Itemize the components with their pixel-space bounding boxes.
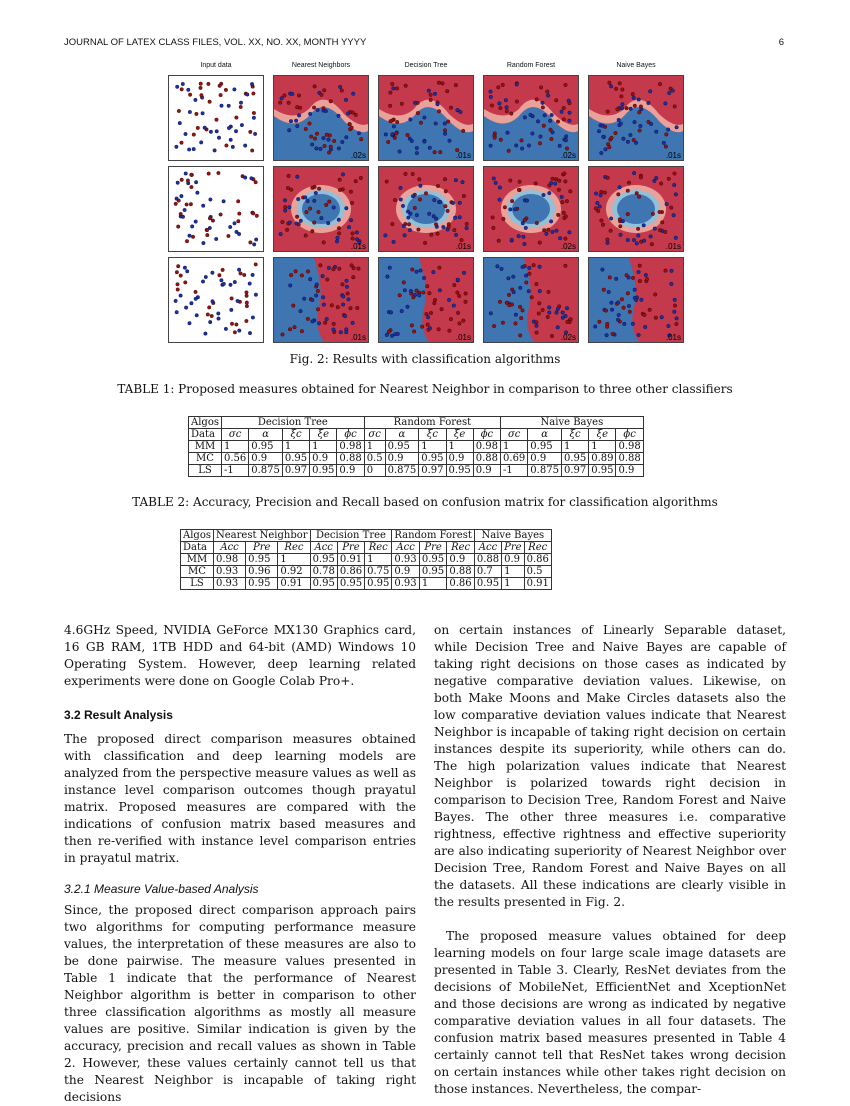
table-cell: 0.88 <box>447 566 475 578</box>
table-cell: 0.95 <box>589 465 616 477</box>
table2-group-header: Nearest Neighbor <box>213 530 310 542</box>
table-cell: 0.9 <box>385 453 419 465</box>
table-cell: 0.95 <box>310 554 337 566</box>
table-cell: 1 <box>419 578 447 590</box>
page-header <box>64 37 784 51</box>
plot-panel <box>378 257 474 343</box>
table-cell: 0.86 <box>337 566 364 578</box>
table-cell: 0.875 <box>528 465 562 477</box>
table-cell: 0.5 <box>524 566 551 578</box>
table-cell: 0.93 <box>213 566 245 578</box>
table2-caption: TABLE 2: Accuracy, Precision and Recall based on confusion matrix for classification algorithms <box>132 495 718 509</box>
paragraph: The proposed measure values obtained for deep learning models on four large scale image datasets are presented in Table 3. Clearly, ResNet deviates from the decisions of MobileNet, EfficientNet and XceptionNet and those decisions are wrong as indicated by negative comparative deviation values in all four datasets. The confusion matrix based measures presented in Table 4 certainly cannot tell that ResNet takes wrong decision on certain instances while other takes right decision on those instances. Nevertheless, the compar- <box>434 929 786 1096</box>
col-title-dtree: Decision Tree <box>404 62 448 69</box>
table1-group-header: Decision Tree <box>221 417 364 429</box>
column-subheader: ϕc <box>337 429 364 441</box>
table-cell: 0.92 <box>278 566 310 578</box>
plot-panel <box>483 257 579 343</box>
column-subheader: ξe <box>589 429 616 441</box>
plot-panel <box>273 166 369 252</box>
table-cell: 0.9 <box>446 453 473 465</box>
table-cell: 0 <box>364 465 385 477</box>
right-column <box>434 622 786 1098</box>
column-subheader: Pre <box>246 542 278 554</box>
plot-panel <box>168 75 264 161</box>
row-label: LS <box>189 465 222 477</box>
table-cell: 0.91 <box>337 554 364 566</box>
plot-panel <box>588 257 684 343</box>
column-subheader: ξc <box>282 429 309 441</box>
table-cell: 0.9 <box>447 554 475 566</box>
table-cell: 0.88 <box>337 453 364 465</box>
timing-label: .01s <box>350 242 366 251</box>
table-row <box>181 554 552 566</box>
row-label: MC <box>189 453 222 465</box>
column-subheader: Pre <box>419 542 447 554</box>
column-subheader: Rec <box>278 542 310 554</box>
table-cell: 1 <box>501 441 528 453</box>
column-subheader: Rec <box>365 542 392 554</box>
table-cell: 0.95 <box>419 453 446 465</box>
plot-panel <box>273 75 369 161</box>
table-cell: 0.91 <box>278 578 310 590</box>
table-cell: 0.875 <box>385 465 419 477</box>
plot-panel <box>483 166 579 252</box>
table-cell: 0.93 <box>392 578 420 590</box>
column-subheader: ξe <box>310 429 337 441</box>
col-title-nbayes: Naive Bayes <box>616 62 656 69</box>
row-label: MM <box>189 441 222 453</box>
table-cell: 0.9 <box>473 465 500 477</box>
table-cell: 0.86 <box>447 578 475 590</box>
table-cell: 1 <box>221 441 248 453</box>
column-subheader: Acc <box>392 542 420 554</box>
table-cell: 0.95 <box>310 578 337 590</box>
table1 <box>188 416 644 477</box>
table-cell: 0.9 <box>337 465 364 477</box>
table-cell: 0.93 <box>213 578 245 590</box>
column-subheader: ξc <box>419 429 446 441</box>
table-cell: 0.88 <box>616 453 643 465</box>
table1-group-header: Naive Bayes <box>501 417 644 429</box>
table-cell: 0.97 <box>561 465 588 477</box>
table-cell: 0.9 <box>392 566 420 578</box>
plot-panel <box>273 257 369 343</box>
table1-corner: Algos <box>189 417 222 429</box>
column-subheader: σc <box>501 429 528 441</box>
table-cell: 0.93 <box>392 554 420 566</box>
table-cell: -1 <box>221 465 248 477</box>
plot-panel <box>378 166 474 252</box>
column-subheader: σc <box>364 429 385 441</box>
timing-label: .01s <box>350 333 366 342</box>
table-row <box>189 465 644 477</box>
table-cell: 0.95 <box>446 465 473 477</box>
column-subheader: α <box>528 429 562 441</box>
table-cell: 0.9 <box>528 453 562 465</box>
col-title-input: Input data <box>200 62 232 69</box>
table-cell: 0.69 <box>501 453 528 465</box>
table1-group-header: Random Forest <box>364 417 500 429</box>
table-row <box>181 578 552 590</box>
col-title-knn: Nearest Neighbors <box>291 62 351 69</box>
table-cell: 0.9 <box>616 465 643 477</box>
table-cell: 1 <box>282 441 309 453</box>
table2 <box>180 529 552 590</box>
table-cell: 0.98 <box>337 441 364 453</box>
table-cell: 1 <box>419 441 446 453</box>
plot-panel <box>588 75 684 161</box>
timing-label: .02s <box>560 151 576 160</box>
column-subheader: ξc <box>561 429 588 441</box>
column-subheader: Acc <box>310 542 337 554</box>
table-cell: 0.95 <box>365 578 392 590</box>
timing-label: .02s <box>350 151 366 160</box>
table-cell: 0.95 <box>310 465 337 477</box>
col-title-rforest: Random Forest <box>506 62 556 69</box>
column-subheader: Acc <box>213 542 245 554</box>
table-cell: 0.95 <box>385 441 419 453</box>
table-cell: 0.95 <box>246 578 278 590</box>
paragraph: 4.6GHz Speed, NVIDIA GeForce MX130 Graphics card, 16 GB RAM, 1TB HDD and 64-bit (AMD) Windows 10 Operating System. However, deep learning related experiments were done on Google Colab Pro+. <box>64 623 416 688</box>
table-cell: 0.9 <box>502 554 524 566</box>
table-cell: 0.98 <box>473 441 500 453</box>
table-cell: 0.96 <box>246 566 278 578</box>
table-cell: 1 <box>310 441 337 453</box>
table-cell: 0.95 <box>246 554 278 566</box>
table-cell: 0.78 <box>310 566 337 578</box>
table-cell: 0.88 <box>474 554 501 566</box>
table-cell: 1 <box>365 554 392 566</box>
paragraph: The proposed direct comparison measures obtained with classification and deep learning models are analyzed from the perspective measure values as well as instance level comparison outcomes though prayatul matrix. Proposed measures are compared with the indications of confusion matrix based measures and then re-verified with instance level comparison entries in prayatul matrix. <box>64 732 416 865</box>
paragraph: Since, the proposed direct comparison approach pairs two algorithms for computing performance measure values, the interpretation of these measures are also to be done pairwise. The measure values presented in Table 1 indicate that the performance of Nearest Neighbor algorithm is better in comparison to other three classification algorithms as mostly all measure values are positive. Similar indication is given by the accuracy, precision and recall values as shown in Table 2. However, these values certainly cannot tell us that the Nearest Neighbor is incapable of taking right decisions <box>64 903 416 1104</box>
plot-panel <box>483 75 579 161</box>
table-cell: 0.75 <box>365 566 392 578</box>
column-subheader: Acc <box>474 542 501 554</box>
row-label: LS <box>181 578 214 590</box>
table-cell: 0.97 <box>419 465 446 477</box>
table-cell: 0.9 <box>249 453 283 465</box>
subsection-heading: 3.2.1 Measure Value-based Analysis <box>64 882 259 896</box>
table-cell: 0.95 <box>249 441 283 453</box>
paragraph: on certain instances of Linearly Separable dataset, while Decision Tree and Naive Bayes are capable of taking right decisions on those cases as indicated by negative comparative deviation values. Likewise, on both Make Moons and Make Circles datasets also the low comparative deviation values indicate that Nearest Neighbor is incapable of taking right decision on certain instances despite its superiority, while others can do. The high polarization values indicate that Nearest Neighbor is polarized towards right decision in comparison to Decision Tree, Random Forest and Naive Bayes. The other three measures i.e. comparative rightness, effective rightness and effective superiority are also indicating superiority of Nearest Neighbor over Decision Tree, Random Forest and Naive Bayes on all the datasets. All these indications are clearly visible in the results presented in Fig. 2. <box>434 623 786 909</box>
timing-label: .01s <box>665 242 681 251</box>
table-cell: 1 <box>278 554 310 566</box>
table-cell: 0.86 <box>524 554 551 566</box>
timing-label: .01s <box>665 333 681 342</box>
table-row <box>181 566 552 578</box>
timing-label: .01s <box>455 242 471 251</box>
table-cell: 1 <box>446 441 473 453</box>
table-cell: 1 <box>589 441 616 453</box>
table-cell: 0.95 <box>337 578 364 590</box>
table-cell: -1 <box>501 465 528 477</box>
table-cell: 0.95 <box>419 554 447 566</box>
column-subheader: σc <box>221 429 248 441</box>
table-cell: 0.91 <box>524 578 551 590</box>
table-cell: 0.98 <box>616 441 643 453</box>
table2-group-header: Decision Tree <box>310 530 392 542</box>
table-cell: 1 <box>502 578 524 590</box>
row-label: MM <box>181 554 214 566</box>
table-cell: 0.875 <box>249 465 283 477</box>
table-cell: 0.95 <box>282 453 309 465</box>
timing-label: .02s <box>560 242 576 251</box>
column-subheader: Rec <box>447 542 475 554</box>
table-cell: 0.9 <box>310 453 337 465</box>
column-subheader: α <box>249 429 283 441</box>
table-cell: 1 <box>502 566 524 578</box>
table-cell: 0.95 <box>528 441 562 453</box>
page-number: 6 <box>778 37 784 48</box>
table2-corner: Algos <box>181 530 214 542</box>
table-cell: 0.95 <box>419 566 447 578</box>
table-cell: 0.88 <box>473 453 500 465</box>
plot-panel <box>168 166 264 252</box>
table2-data-label: Data <box>181 542 214 554</box>
column-subheader: ϕc <box>473 429 500 441</box>
table-row <box>189 453 644 465</box>
column-subheader: ξe <box>446 429 473 441</box>
column-subheader: α <box>385 429 419 441</box>
left-column <box>64 622 416 1106</box>
table2-group-header: Random Forest <box>392 530 475 542</box>
table-cell: 0.89 <box>589 453 616 465</box>
section-heading: 3.2 Result Analysis <box>64 708 173 722</box>
table2-group-header: Naive Bayes <box>474 530 551 542</box>
journal-header: JOURNAL OF LATEX CLASS FILES, VOL. XX, NO. XX, MONTH YYYY <box>64 37 367 48</box>
column-subheader: Pre <box>337 542 364 554</box>
timing-label: .02s <box>560 333 576 342</box>
classification-figure <box>168 62 688 342</box>
timing-label: .01s <box>455 333 471 342</box>
table-row <box>189 441 644 453</box>
figure-caption: Fig. 2: Results with classification algorithms <box>289 352 561 366</box>
plot-panel <box>588 166 684 252</box>
table-cell: 0.95 <box>474 578 501 590</box>
plot-panel <box>378 75 474 161</box>
table-cell: 0.98 <box>213 554 245 566</box>
row-label: MC <box>181 566 214 578</box>
table-cell: 1 <box>561 441 588 453</box>
table1-caption: TABLE 1: Proposed measures obtained for Nearest Neighbor in comparison to three other classifiers <box>117 382 733 396</box>
table-cell: 0.7 <box>474 566 501 578</box>
column-subheader: Rec <box>524 542 551 554</box>
table-cell: 0.5 <box>364 453 385 465</box>
table-cell: 0.97 <box>282 465 309 477</box>
timing-label: .01s <box>665 151 681 160</box>
column-subheader: Pre <box>502 542 524 554</box>
timing-label: .01s <box>455 151 471 160</box>
table-cell: 0.95 <box>561 453 588 465</box>
plot-panel <box>168 257 264 343</box>
column-subheader: ϕc <box>616 429 643 441</box>
table-cell: 0.56 <box>221 453 248 465</box>
table-cell: 1 <box>364 441 385 453</box>
table1-data-label: Data <box>189 429 222 441</box>
